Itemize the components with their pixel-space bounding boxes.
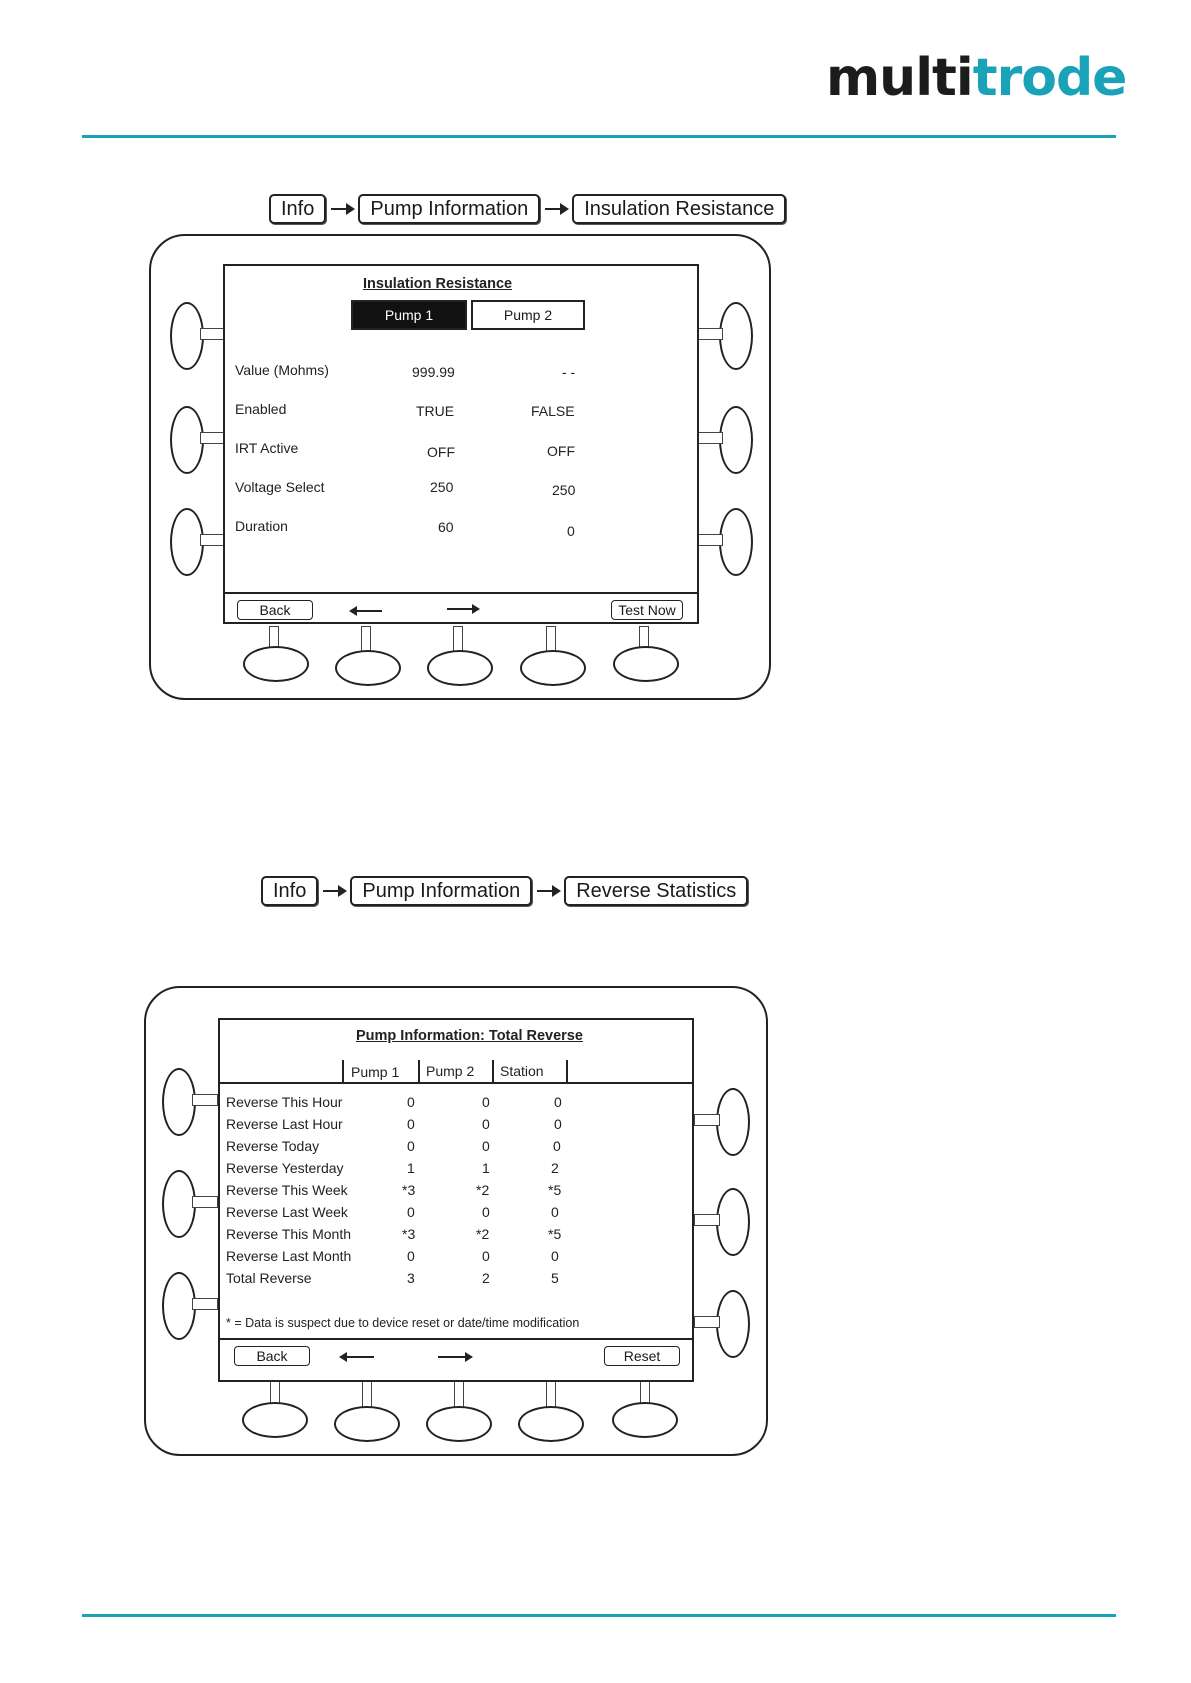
- softkey-bar-divider: [220, 1338, 692, 1340]
- station-count: 0: [553, 1138, 561, 1154]
- pump1-count: 3: [407, 1270, 415, 1286]
- soft-key-5[interactable]: [612, 1402, 678, 1438]
- row-label: Reverse This Hour: [226, 1094, 343, 1110]
- pump2-count: 0: [482, 1116, 490, 1132]
- station-count: *5: [548, 1226, 562, 1242]
- side-key-left-2[interactable]: [170, 406, 204, 474]
- arrow-right-icon: [537, 890, 559, 892]
- soft-key-1[interactable]: [242, 1402, 308, 1438]
- column-divider: [492, 1060, 494, 1082]
- side-key-right-1[interactable]: [716, 1088, 750, 1156]
- soft-key-1[interactable]: [243, 646, 309, 682]
- soft-key-stem: [454, 1380, 464, 1407]
- controller-panel-insulation: [149, 234, 771, 700]
- arrow-right-icon: [331, 208, 353, 210]
- arrow-left-icon[interactable]: [352, 610, 382, 612]
- row-label: Value (Mohms): [235, 362, 329, 378]
- pump1-value: 60: [438, 519, 454, 535]
- pump1-count: *3: [402, 1226, 416, 1242]
- side-key-right-2[interactable]: [719, 406, 753, 474]
- side-key-stem: [192, 1094, 218, 1106]
- footnote: * = Data is suspect due to device reset or date/time modification: [226, 1316, 580, 1330]
- arrow-right-icon: [323, 890, 345, 892]
- pump1-count: 1: [407, 1160, 415, 1176]
- side-key-left-1[interactable]: [170, 302, 204, 370]
- tab-pump-2[interactable]: Pump 2: [471, 300, 585, 330]
- test-now-button[interactable]: Test Now: [611, 600, 683, 620]
- reset-button[interactable]: Reset: [604, 1346, 680, 1366]
- pump2-count: 1: [482, 1160, 490, 1176]
- pump1-count: 0: [407, 1204, 415, 1220]
- side-key-left-1[interactable]: [162, 1068, 196, 1136]
- pump1-count: 0: [407, 1248, 415, 1264]
- row-label: Voltage Select: [235, 479, 325, 495]
- side-key-right-3[interactable]: [719, 508, 753, 576]
- side-key-left-3[interactable]: [170, 508, 204, 576]
- crumb-pump-information: Pump Information: [358, 194, 540, 224]
- row-label: IRT Active: [235, 440, 299, 456]
- soft-key-stem: [453, 626, 463, 653]
- pump2-count: 2: [482, 1270, 490, 1286]
- side-key-right-1[interactable]: [719, 302, 753, 370]
- pump2-count: 0: [482, 1204, 490, 1220]
- side-key-stem: [697, 432, 723, 444]
- row-label: Enabled: [235, 401, 287, 417]
- station-count: 0: [551, 1248, 559, 1264]
- back-button[interactable]: Back: [234, 1346, 310, 1366]
- pump2-value: 0: [567, 523, 575, 539]
- station-count: *5: [548, 1182, 562, 1198]
- pump2-value: OFF: [547, 443, 575, 459]
- column-header-pump-1: Pump 1: [351, 1064, 400, 1080]
- logo-part-2: trode: [972, 48, 1127, 108]
- row-label: Total Reverse: [226, 1270, 312, 1286]
- pump1-value: TRUE: [416, 403, 455, 419]
- crumb-insulation-resistance: Insulation Resistance: [572, 194, 786, 224]
- breadcrumb-reverse: [261, 876, 748, 906]
- pump1-count: 0: [407, 1094, 415, 1110]
- lcd-screen-reverse: [218, 1018, 694, 1382]
- soft-key-2[interactable]: [334, 1406, 400, 1442]
- arrow-right-icon[interactable]: [447, 608, 477, 610]
- back-button[interactable]: Back: [237, 600, 313, 620]
- header-divider: [220, 1082, 692, 1084]
- arrow-right-icon[interactable]: [438, 1356, 470, 1358]
- crumb-pump-information: Pump Information: [350, 876, 532, 906]
- side-key-stem: [192, 1196, 218, 1208]
- soft-key-stem: [546, 1380, 556, 1407]
- soft-key-4[interactable]: [520, 650, 586, 686]
- pump2-value: - -: [562, 364, 576, 380]
- pump1-count: *3: [402, 1182, 416, 1198]
- station-count: 0: [554, 1116, 562, 1132]
- lcd-screen-insulation: [223, 264, 699, 624]
- side-key-stem: [697, 328, 723, 340]
- soft-key-5[interactable]: [613, 646, 679, 682]
- side-key-stem: [192, 1298, 218, 1310]
- controller-panel-reverse: [144, 986, 768, 1456]
- row-label: Reverse Last Week: [226, 1204, 348, 1220]
- side-key-right-3[interactable]: [716, 1290, 750, 1358]
- soft-key-2[interactable]: [335, 650, 401, 686]
- pump2-value: FALSE: [531, 403, 575, 419]
- column-header-station: Station: [500, 1063, 544, 1079]
- side-key-right-2[interactable]: [716, 1188, 750, 1256]
- pump2-count: 0: [482, 1094, 490, 1110]
- pump2-count: 0: [482, 1248, 490, 1264]
- side-key-left-3[interactable]: [162, 1272, 196, 1340]
- side-key-left-2[interactable]: [162, 1170, 196, 1238]
- column-divider: [418, 1060, 420, 1082]
- soft-key-3[interactable]: [427, 650, 493, 686]
- crumb-reverse-statistics: Reverse Statistics: [564, 876, 748, 906]
- side-key-stem: [697, 534, 723, 546]
- pump1-count: 0: [407, 1116, 415, 1132]
- row-label: Duration: [235, 518, 288, 534]
- screen-title: Insulation Resistance: [363, 276, 513, 292]
- row-label: Reverse Yesterday: [226, 1160, 344, 1176]
- side-key-stem: [694, 1214, 720, 1226]
- row-label: Reverse Last Month: [226, 1248, 352, 1264]
- station-count: 5: [551, 1270, 559, 1286]
- side-key-stem: [694, 1114, 720, 1126]
- screen-title: Pump Information: Total Reverse: [356, 1028, 583, 1044]
- soft-key-stem: [361, 626, 371, 653]
- soft-key-stem: [546, 626, 556, 653]
- multitrode-logo: [826, 48, 1127, 108]
- breadcrumb-insulation: [269, 194, 786, 224]
- softkey-bar-divider: [225, 592, 697, 594]
- pump2-count: *2: [476, 1226, 490, 1242]
- footer-rule: [82, 1614, 1116, 1617]
- column-divider: [342, 1060, 344, 1082]
- row-label: Reverse This Month: [226, 1226, 352, 1242]
- arrow-right-icon: [545, 208, 567, 210]
- column-divider: [566, 1060, 568, 1082]
- pump1-value: OFF: [427, 444, 455, 460]
- pump1-value: 250: [430, 479, 454, 495]
- column-header-pump-2: Pump 2: [426, 1063, 475, 1079]
- side-key-stem: [694, 1316, 720, 1328]
- header-rule: [82, 135, 1116, 138]
- crumb-info: Info: [261, 876, 318, 906]
- station-count: 2: [551, 1160, 559, 1176]
- row-label: Reverse Last Hour: [226, 1116, 343, 1132]
- soft-key-3[interactable]: [426, 1406, 492, 1442]
- crumb-info: Info: [269, 194, 326, 224]
- row-label: Reverse Today: [226, 1138, 320, 1154]
- pump2-count: *2: [476, 1182, 490, 1198]
- logo-part-1: multi: [826, 48, 973, 108]
- pump1-count: 0: [407, 1138, 415, 1154]
- soft-key-stem: [362, 1380, 372, 1407]
- station-count: 0: [551, 1204, 559, 1220]
- pump1-value: 999.99: [412, 364, 455, 380]
- pump2-value: 250: [552, 482, 576, 498]
- tab-pump-1[interactable]: Pump 1: [351, 300, 467, 330]
- pump2-count: 0: [482, 1138, 490, 1154]
- station-count: 0: [554, 1094, 562, 1110]
- soft-key-4[interactable]: [518, 1406, 584, 1442]
- arrow-left-icon[interactable]: [342, 1356, 374, 1358]
- row-label: Reverse This Week: [226, 1182, 348, 1198]
